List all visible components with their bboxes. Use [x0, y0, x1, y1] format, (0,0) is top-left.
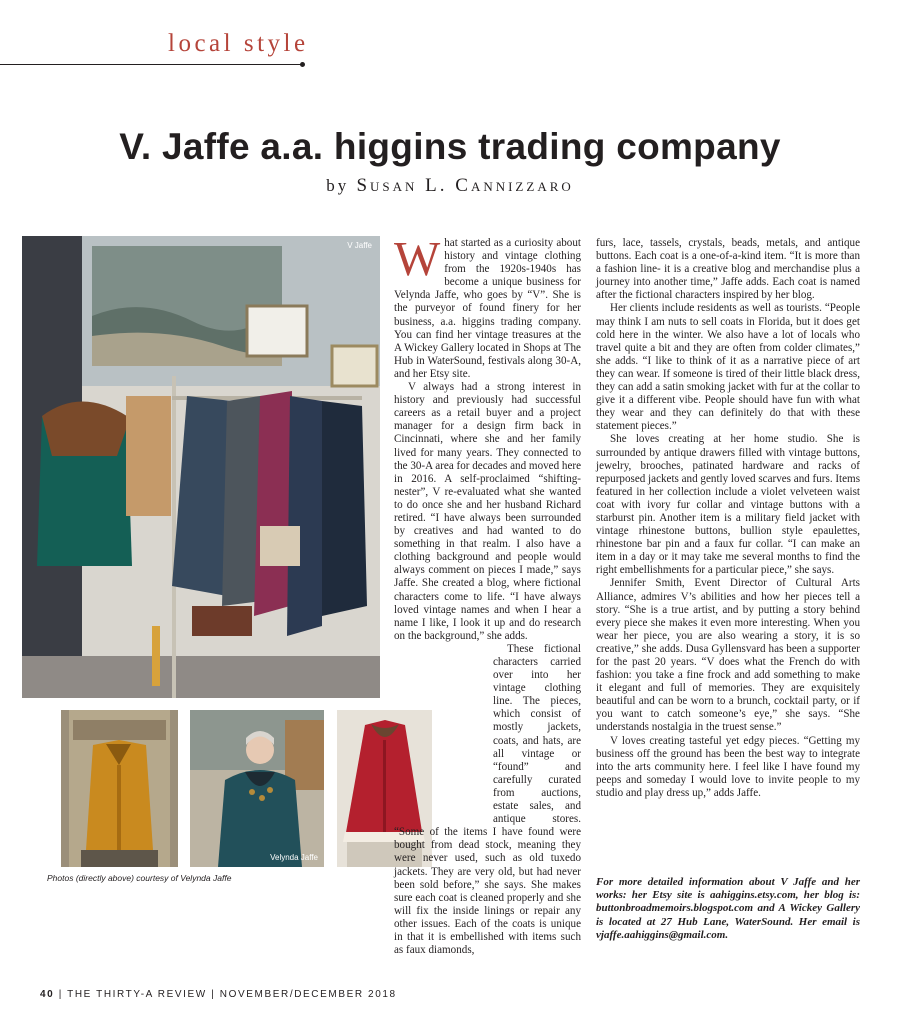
page-footer	[40, 989, 397, 1000]
article-paragraph: Her clients include residents as well as tourists. “People may think I am nuts to sell coats in Florida, but it does get cold here in the winter. We also have a lot of locals who travel quite a bit and they are often from colder climates,” she adds. “I like to think of it as a narrative piece of art they can wear. If someone is tired of their little black dress, they can add a satin smoking jacket with fur at the collar to give it a different vibe. People should have fun with what they wear and they can definitely do that with these statement pieces.”	[596, 302, 860, 433]
article-column-2	[596, 237, 860, 800]
photo-caption: Photos (directly above) courtesy of Velynda Jaffe	[47, 873, 232, 883]
byline-prefix: by	[326, 176, 350, 195]
byline	[0, 175, 900, 197]
portrait-credit: Velynda Jaffe	[270, 853, 318, 862]
footer-separator: |	[58, 989, 63, 1000]
photo-velynda-portrait	[190, 710, 324, 867]
article-paragraph: V loves creating tasteful yet edgy pieces. “Getting my business off the ground has been the best way to integrate into the arts community here. I feel like I have found my peeps and someday I would love to invite people to my studio and play dress up,” adds Jaffe.	[596, 734, 860, 799]
section-divider	[0, 64, 304, 65]
page-number: 40	[40, 989, 55, 1000]
article-paragraph: What started as a curiosity about history and vintage clothing from the 1920s-1940s has become a unique business for Velynda Jaffe, who goes by “V”. She is the purveyor of found finery for her business, a.a. higgins trading company. You can find her vintage treasures at the A Wickey Gallery located in Shops at The Hub in WaterSound, festivals along 30-A, and her Etsy site.	[394, 231, 581, 380]
main-photo-credit: V Jaffe	[347, 241, 372, 250]
author-name: Susan L. Cannizzaro	[356, 175, 574, 196]
article-paragraph: V always had a strong interest in history and previously had successful careers as a retail buyer and a project manager for a design firm back in Cincinnati, where she and her family lived for many years. They connected to the 30-A area for decades and moved here in 2016. A self-proclaimed “shifting-nester”, V re-evaluated what she wanted to do once she and her husband Richard retired. “I have always been surrounded by creatives and had wanted to do something in that realm. I also have a clothing background and people would always comment on pieces I made,” says Jaffe. She created a blog, where fictional characters come to life. “I have always loved vintage names and when I hear a name I like, I look it up and do research on the background,” she adds.	[394, 381, 581, 642]
article-paragraph: These fictional characters carried over into her vintage clothing line. The pieces, which consist of mostly jackets, coats, and hats, are all vintage or “found” and carefully curated from auctions, estate sales, and antique stores. “Some of the items I have found were bought from dead stock, meaning they were never used, such as old tuxedo jackets. They are very old, but had never been sold before,” she says. She makes sure each coat is cleaned properly and she will fix the inside linings or repair any other issues. Each of the coats is unique in that it is embellished with items such as faux diamonds,	[394, 642, 581, 957]
article-paragraph: Jennifer Smith, Event Director of Cultural Arts Alliance, admires V’s abilities and how her pieces tell a story. “She is a true artist, and by putting a story behind every piece she makes it even more interesting. When you wear her piece, you are also wearing a story, it is so creative,” she adds. Dusa Gyllensvard has been a supporter for the past 20 years. “V does what the French do with fashion: you take a fine frock and add something to make it elegant and full of memories. They are exquisitely beautiful and can be worn to a brunch, cocktail party, or if you want to catch someone’s eye,” she says. “She understands nostalgia in the truest sense.”	[596, 577, 860, 734]
photo-wrap-spacer	[394, 643, 493, 823]
publication-name: THE THIRTY-A REVIEW	[67, 989, 207, 1000]
footer-separator: |	[211, 989, 216, 1000]
article-column-1	[394, 231, 581, 957]
article-paragraph: furs, lace, tassels, crystals, beads, metals, and antique buttons. Each coat is a one-of-a-kind item. “It is more than a fashion line- it is a creative blog and merchandise plus a journey into another time,” Jaffe adds. Each coat is named after the fictional characters inspired by her blog.	[596, 237, 860, 302]
photo-mustard-jacket	[61, 710, 178, 867]
drop-cap: W	[394, 231, 441, 286]
contact-info: For more detailed information about V Jaffe and her works: her Etsy site is aahiggins.etsy.com, her blog is: buttonbroadmemoirs.blogspot.com and A Wickey Gallery is located at 27 Hub Lane, WaterSound. Her email is vjaffe.aahiggins@gmail.com.	[596, 876, 860, 941]
article-paragraph: She loves creating at her home studio. She is surrounded by antique drawers filled with vintage buttons, jewelry, brooches, patinated hardware and racks of repurposed jackets and gently loved scarves and furs. Items featured in her collection include a violet velveteen waist coat with ivory fur collar and vintage buttons with a starburst pin. Another item is a military field jacket with vintage rhinestone buttons, bullion style epaulettes, rhinestone bar pin and a faux fur collar. “I can make an item in a day or it may take me several months to find the right embellishments for a particular piece,” she says.	[596, 433, 861, 577]
issue-date: NOVEMBER/DECEMBER 2018	[219, 989, 397, 1000]
section-divider-dot	[300, 62, 305, 67]
section-label: local style	[168, 30, 309, 57]
main-photo-boutique	[22, 236, 380, 698]
article-title: V. Jaffe a.a. higgins trading company	[119, 126, 781, 167]
